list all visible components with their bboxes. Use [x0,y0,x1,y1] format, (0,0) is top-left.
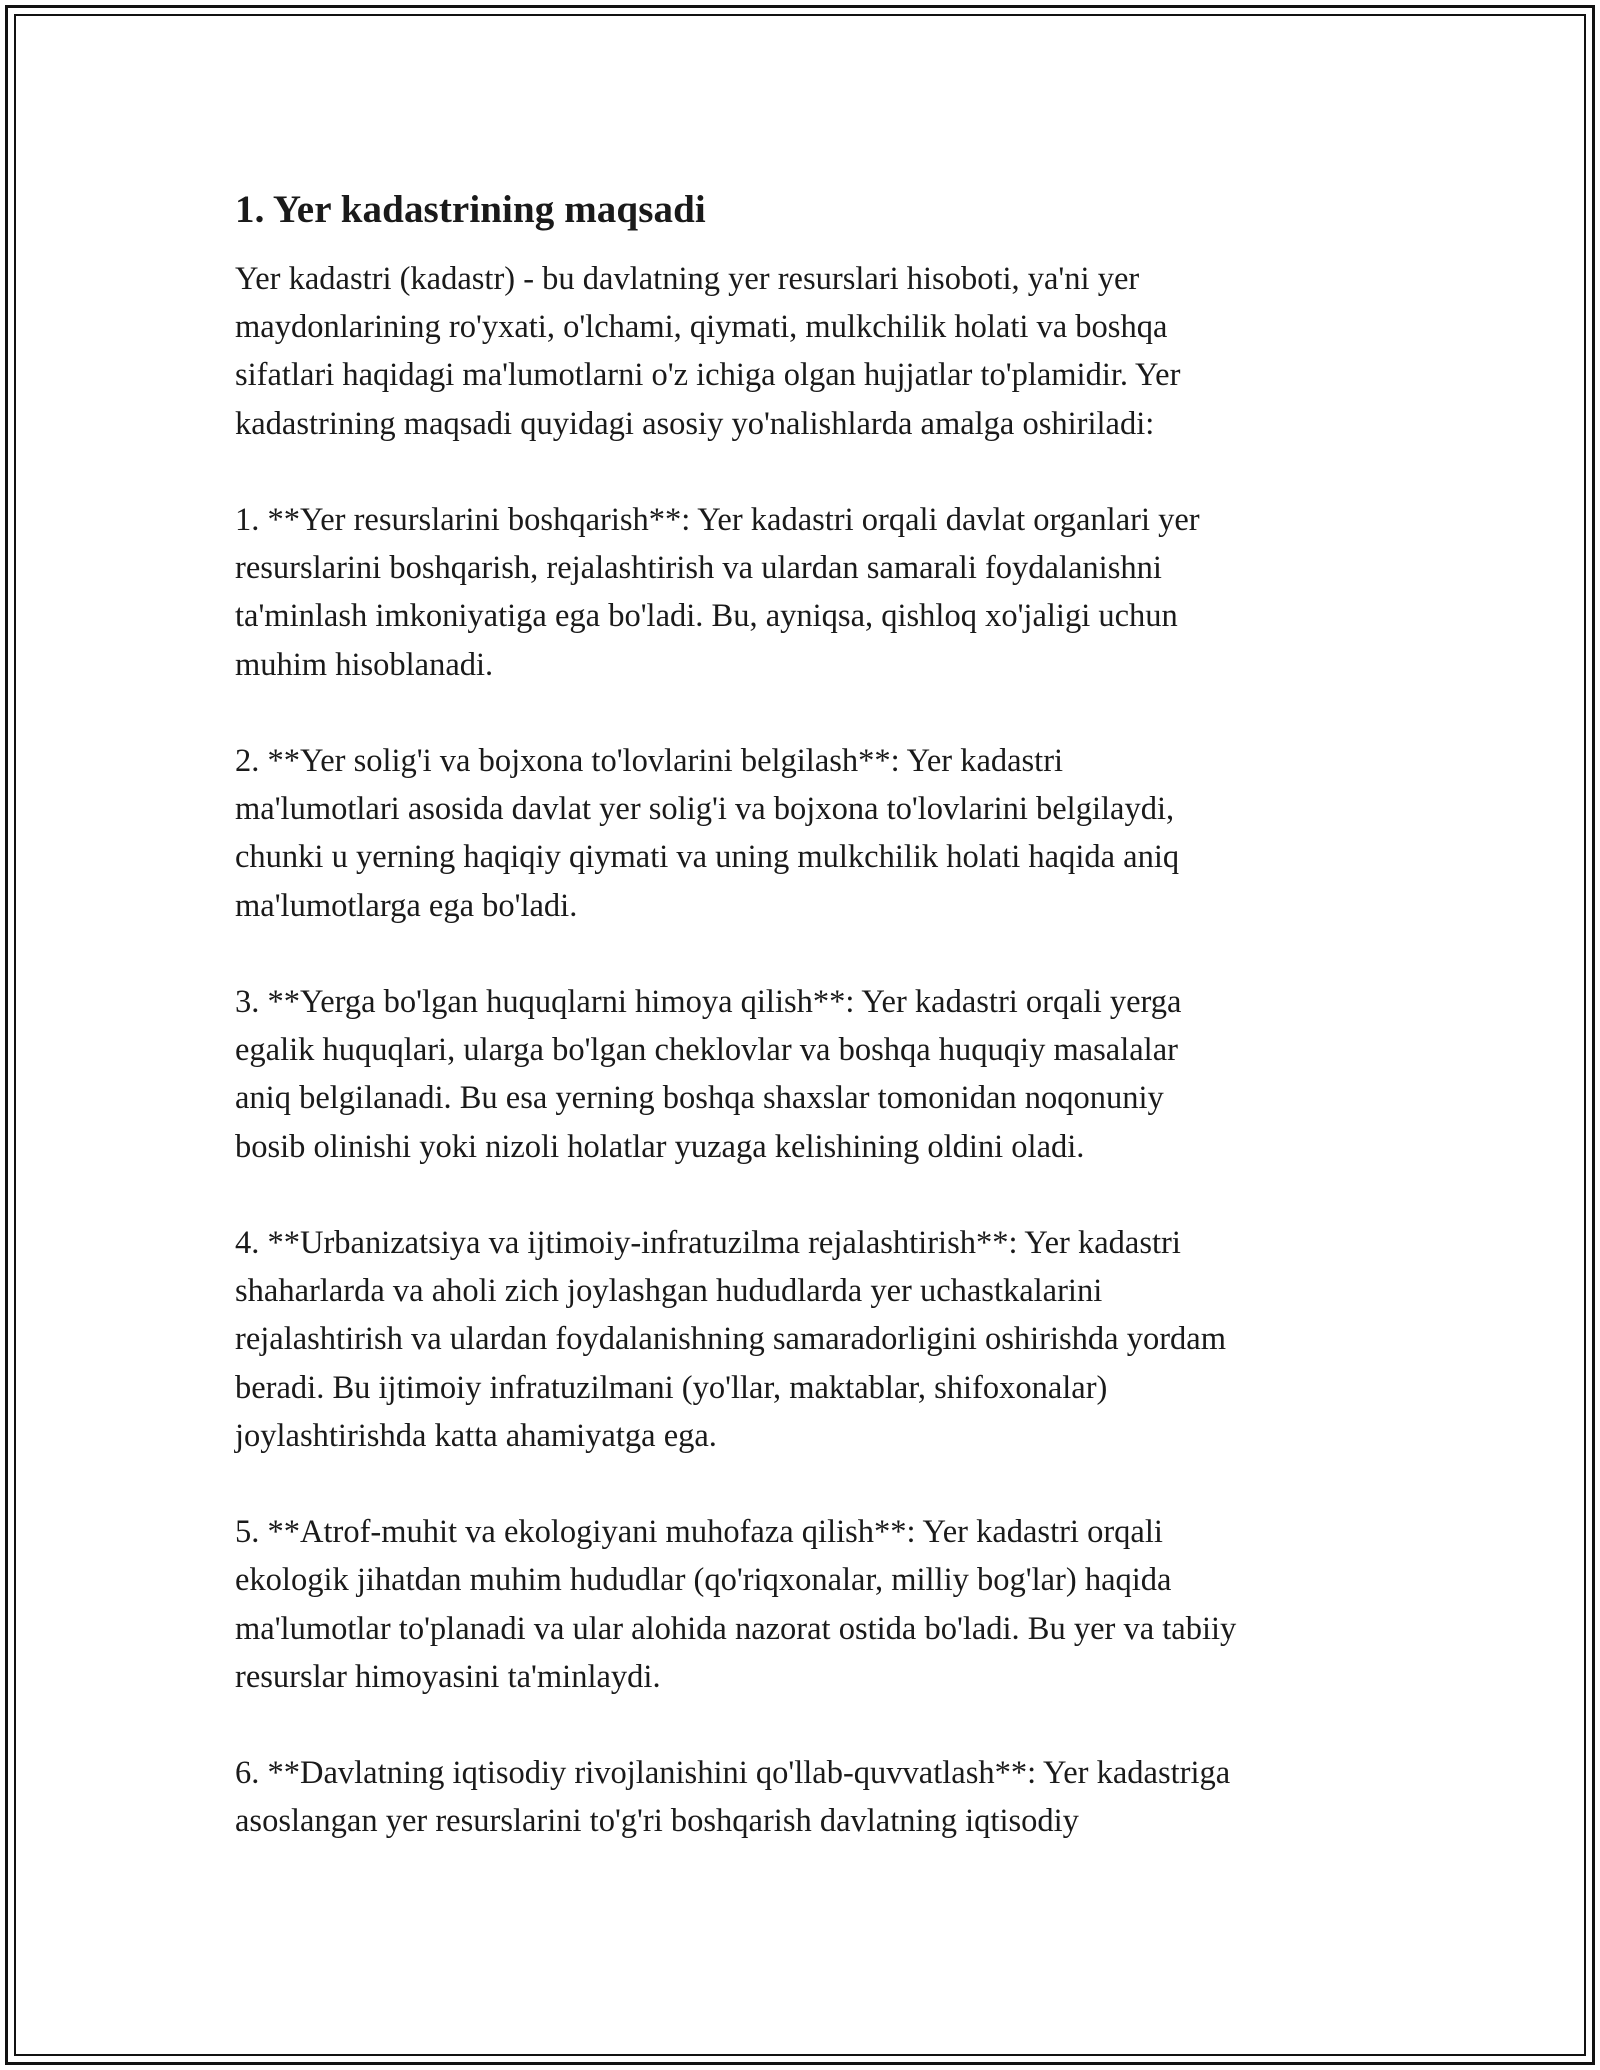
document-body [235,185,1395,1894]
intro-paragraph: Yer kadastri (kadastr) - bu davlatning yer resurslari hisoboti, ya'ni yer maydonlarining ro'yxati, o'lchami, qiymati, mulkchilik holati va boshqa sifatlari haqidagi ma'lumotlarni o'z ichiga olgan hujjatlar to'plamidir. Yer kadastrining maqsadi quyidagi asosiy yo'nalishlarda amalga oshiriladi: [235,261,1181,442]
list-item-environment: 5. **Atrof-muhit va ekologiyani muhofaza qilish**: Yer kadastri orqali ekologik jihatdan muhim hududlar (qo'riqxonalar, milliy bog'lar) haqida ma'lumotlar to'planadi va ular alohida nazorat ostida bo'ladi. Bu yer va tabiiy resurslar himoyasini ta'minlaydi. [235,1514,1237,1695]
list-item-land-resources: 1. **Yer resurslarini boshqarish**: Yer kadastri orqali davlat organlari yer resurslarini boshqarish, rejalashtirish va ulardan samarali foydalanishni ta'minlash imkoniyatiga ega bo'ladi. Bu, ayniqsa, qishloq xo'jaligi uchun muhim hisoblanadi. [235,502,1200,683]
list-item-land-rights: 3. **Yerga bo'lgan huquqlarni himoya qilish**: Yer kadastri orqali yerga egalik huquqlari, ularga bo'lgan cheklovlar va boshqa huquqiy masalalar aniq belgilanadi. Bu esa yerning boshqa shaxslar tomonidan noqonuniy bosib olinishi yoki nizoli holatlar yuzaga kelishining oldini oladi. [235,984,1182,1165]
list-item-economy: 6. **Davlatning iqtisodiy rivojlanishini qo'llab-quvvatlash**: Yer kadastriga asoslangan yer resurslarini to'g'ri boshqarish davlatning iqtisodiy [235,1755,1231,1840]
list-item-urbanization: 4. **Urbanizatsiya va ijtimoiy-infratuzilma rejalashtirish**: Yer kadastri shaharlarda va aholi zich joylashgan hududlarda yer uchastkalarini rejalashtirish va ulardan foydalanishning samaradorligini oshirishda yordam beradi. Bu ijtimoiy infratuzilmani (yo'llar, maktablar, shifoxonalar) joylashtirishda katta ahamiyatga ega. [235,1225,1226,1454]
list-item-land-tax: 2. **Yer solig'i va bojxona to'lovlarini belgilash**: Yer kadastri ma'lumotlari asosida davlat yer solig'i va bojxona to'lovlarini belgilaydi, chunki u yerning haqiqiy qiymati va uning mulkchilik holati haqida aniq ma'lumotlarga ega bo'ladi. [235,743,1180,924]
section-heading: 1. Yer kadastrining maqsadi [235,188,706,231]
